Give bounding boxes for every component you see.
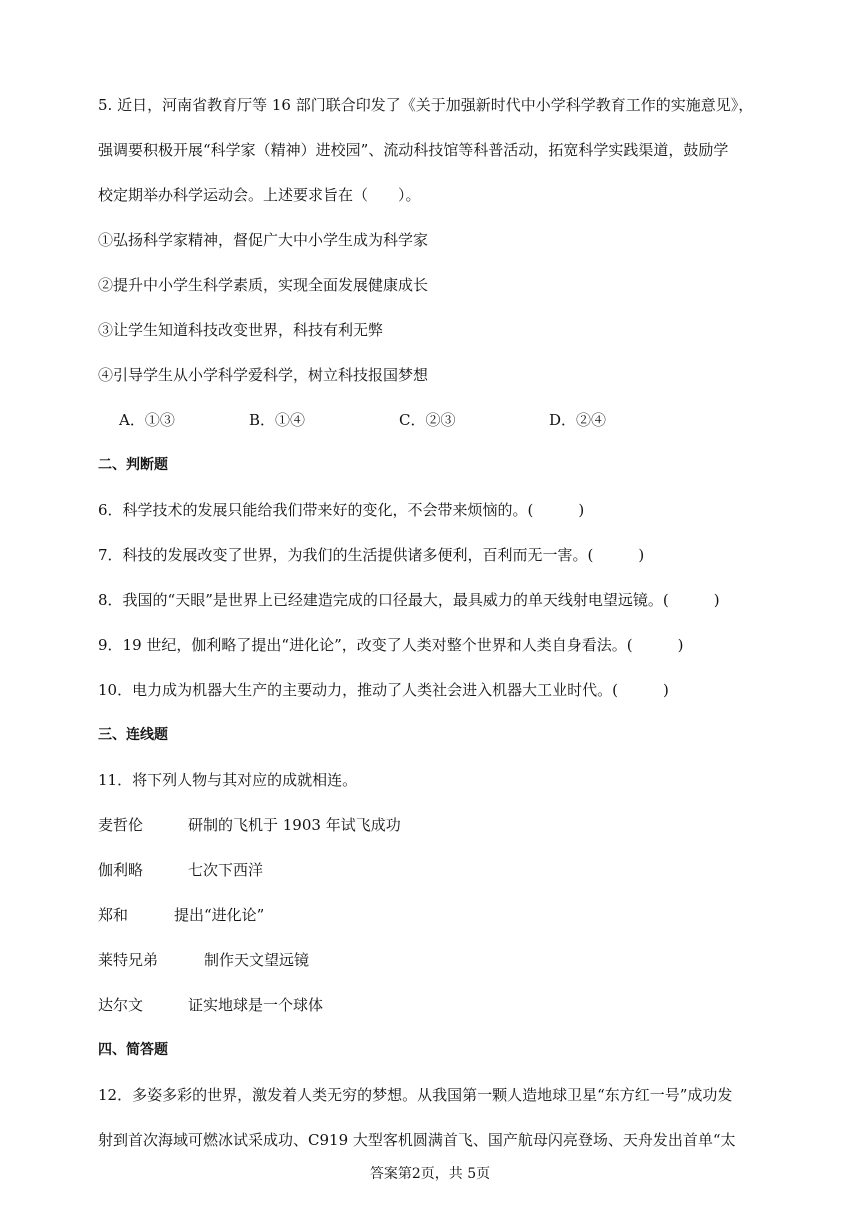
- q5-stem-line2: 强调要积极开展“科学家（精神）进校园”、流动科技馆等科普活动，拓宽科学实践渠道，鼓励学: [98, 141, 729, 159]
- match-person: 伽利略: [98, 861, 144, 879]
- q5-option-b[interactable]: B．①④: [249, 411, 306, 429]
- match-pair: [98, 815, 401, 835]
- q5-stem-line3: 校定期举办科学运动会。上述要求旨在（ ）。: [98, 186, 421, 204]
- match-achievement: 提出“进化论”: [174, 906, 265, 924]
- section-title-short-answer: 四、简答题: [98, 1042, 168, 1058]
- q9-statement: 9．19 世纪，伽利略了提出“进化论”，改变了人类对整个世界和人类自身看法。( ): [98, 636, 684, 654]
- q10-statement: 10．电力成为机器大生产的主要动力，推动了人类社会进入机器大工业时代。( ): [98, 681, 669, 699]
- match-achievement: 七次下西洋: [188, 861, 264, 879]
- match-achievement: 证实地球是一个球体: [188, 996, 324, 1014]
- match-pair: [98, 905, 265, 925]
- match-pair: [98, 860, 264, 880]
- q12-stem-line2: 射到首次海域可燃冰试采成功、C919 大型客机圆满首飞、国产航母闪亮登场、天舟发出首单“太: [98, 1131, 736, 1149]
- q7-statement: 7．科技的发展改变了世界，为我们的生活提供诸多便利，百利而无一害。( ): [98, 546, 645, 564]
- page-footer: 答案第2页，共 5页: [369, 1166, 491, 1182]
- match-person: 莱特兄弟: [98, 951, 159, 969]
- q5-option-d[interactable]: D．②④: [549, 411, 607, 429]
- q5-option-a[interactable]: A．①③: [119, 411, 175, 429]
- q5-option-c[interactable]: C．②③: [399, 411, 456, 429]
- match-person: 达尔文: [98, 996, 144, 1014]
- q5-item-4: ④引导学生从小学科学爱科学，树立科技报国梦想: [98, 366, 429, 384]
- match-pair: [98, 995, 324, 1015]
- match-achievement: 制作天文望远镜: [204, 951, 310, 969]
- q8-statement: 8．我国的“天眼”是世界上已经建造完成的口径最大，最具威力的单天线射电望远镜。( ): [98, 591, 720, 609]
- q5-item-2: ②提升中小学生科学素质，实现全面发展健康成长: [98, 276, 429, 294]
- section-title-judgement: 二、判断题: [98, 457, 168, 473]
- match-pair: [98, 950, 310, 970]
- match-person: 郑和: [98, 906, 129, 924]
- match-person: 麦哲伦: [98, 816, 144, 834]
- q6-statement: 6．科学技术的发展只能给我们带来好的变化，不会带来烦恼的。( ): [98, 501, 585, 519]
- q11-stem: 11．将下列人物与其对应的成就相连。: [98, 771, 358, 789]
- q5-item-3: ③让学生知道科技改变世界，科技有利无弊: [98, 321, 384, 339]
- match-achievement: 研制的飞机于 1903 年试飞成功: [188, 816, 401, 834]
- q5-item-1: ①弘扬科学家精神，督促广大中小学生成为科学家: [98, 231, 429, 249]
- section-title-matching: 三、连线题: [98, 727, 168, 743]
- q5-stem-line1: 5. 近日，河南省教育厅等 16 部门联合印发了《关于加强新时代中小学科学教育工作的实施意见》，: [98, 96, 754, 114]
- q12-stem-line1: 12．多姿多彩的世界，激发着人类无穷的梦想。从我国第一颗人造地球卫星“东方红一号”成功发: [98, 1086, 733, 1104]
